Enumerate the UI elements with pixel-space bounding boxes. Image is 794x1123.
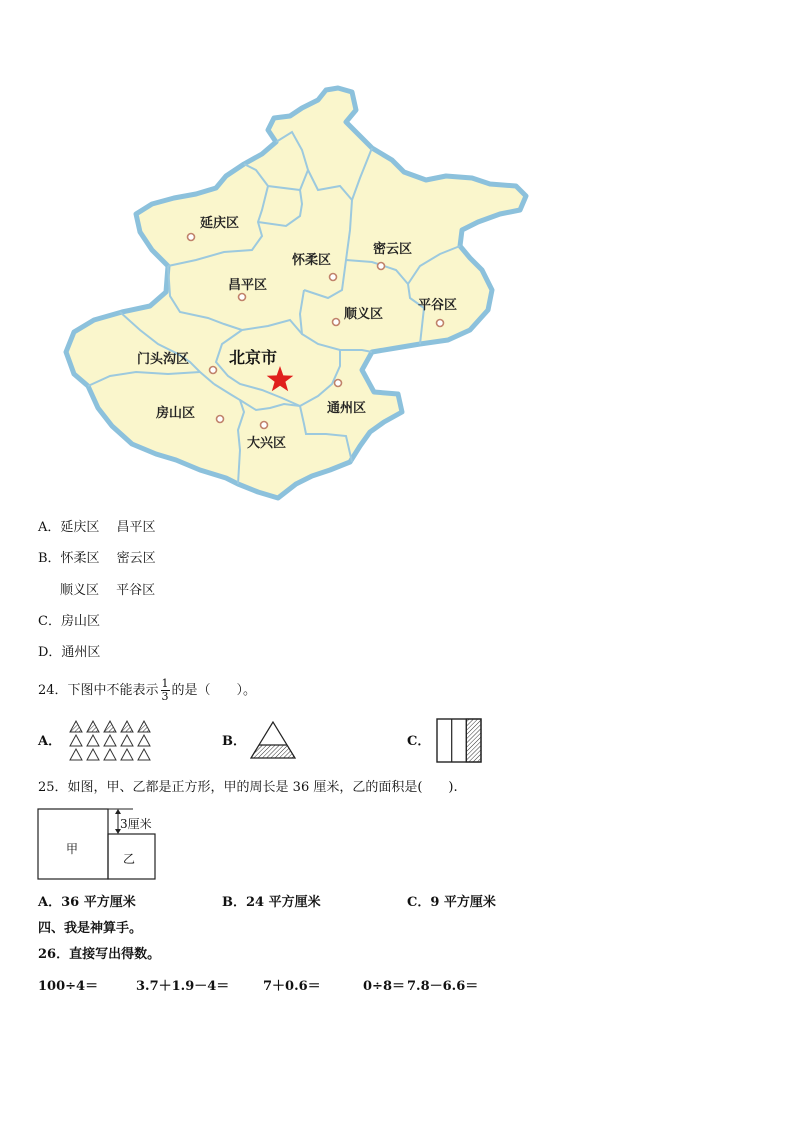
- q25-question: 25．如图，甲、乙都是正方形，甲的周长是 36 厘米，乙的面积是( ).: [38, 780, 458, 795]
- q24-text-post: 的是（ ）。: [171, 683, 257, 698]
- q25-option-b: B．24 平方厘米: [222, 895, 321, 910]
- q24-rectangle-figure: [436, 718, 484, 764]
- q24-text-pre: 24．下图中不能表示: [38, 683, 159, 698]
- q24-option-a-label: A．: [38, 734, 62, 749]
- q26-item-2: 3.7＋1.9－4＝: [136, 979, 230, 994]
- map-label-daxing: 大兴区: [247, 436, 287, 451]
- map-label-fangshan: 房山区: [156, 406, 196, 421]
- q26-item-4: 0÷8＝: [363, 979, 405, 994]
- q23-option-c: C．房山区: [38, 614, 100, 629]
- map-label-yanqing: 延庆区: [200, 216, 240, 231]
- q25-option-a: A．36 平方厘米: [38, 895, 136, 910]
- q23-option-b: B．怀柔区 密云区: [38, 551, 156, 566]
- q24-option-b-label: B．: [222, 734, 246, 749]
- q26-item-5: 7.8－6.6＝: [407, 979, 479, 994]
- map-label-changping: 昌平区: [228, 278, 268, 293]
- map-label-miyun: 密云区: [373, 242, 413, 257]
- q23-option-a: A．延庆区 昌平区: [38, 520, 156, 535]
- q23-option-d: D．通州区: [38, 645, 101, 660]
- fraction-denominator: 3: [161, 690, 169, 703]
- q25-option-c: C．9 平方厘米: [407, 895, 496, 910]
- q24-option-c-label: C．: [407, 734, 431, 749]
- map-label-capital: 北京市: [229, 348, 278, 367]
- q23-option-b-line2: 顺义区 平谷区: [60, 583, 156, 598]
- map-outline: [66, 88, 526, 498]
- q26-item-3: 7＋0.6＝: [263, 979, 321, 994]
- map-label-tongzhou: 通州区: [327, 401, 367, 416]
- fraction-numerator: 1: [161, 677, 169, 690]
- q24-triangles-figure: [67, 718, 157, 764]
- q26-item-1: 100÷4＝: [38, 979, 99, 994]
- map-label-huairou: 怀柔区: [292, 253, 332, 268]
- q25-label-yi: 乙: [123, 852, 136, 866]
- q25-label-length: 3厘米: [120, 817, 152, 831]
- q26-question: 26．直接写出得数。: [38, 947, 161, 962]
- q25-label-jia: 甲: [66, 842, 79, 856]
- map-label-shunyi: 顺义区: [344, 307, 384, 322]
- map-label-mentougou: 门头沟区: [137, 352, 190, 367]
- q24-layered-triangle-figure: [249, 720, 299, 762]
- section-4-title: 四、我是神算手。: [38, 921, 143, 936]
- q24-question: [38, 678, 256, 703]
- q24-fraction: [161, 678, 170, 703]
- beijing-district-map: [55, 80, 545, 510]
- map-label-pinggu: 平谷区: [418, 298, 458, 313]
